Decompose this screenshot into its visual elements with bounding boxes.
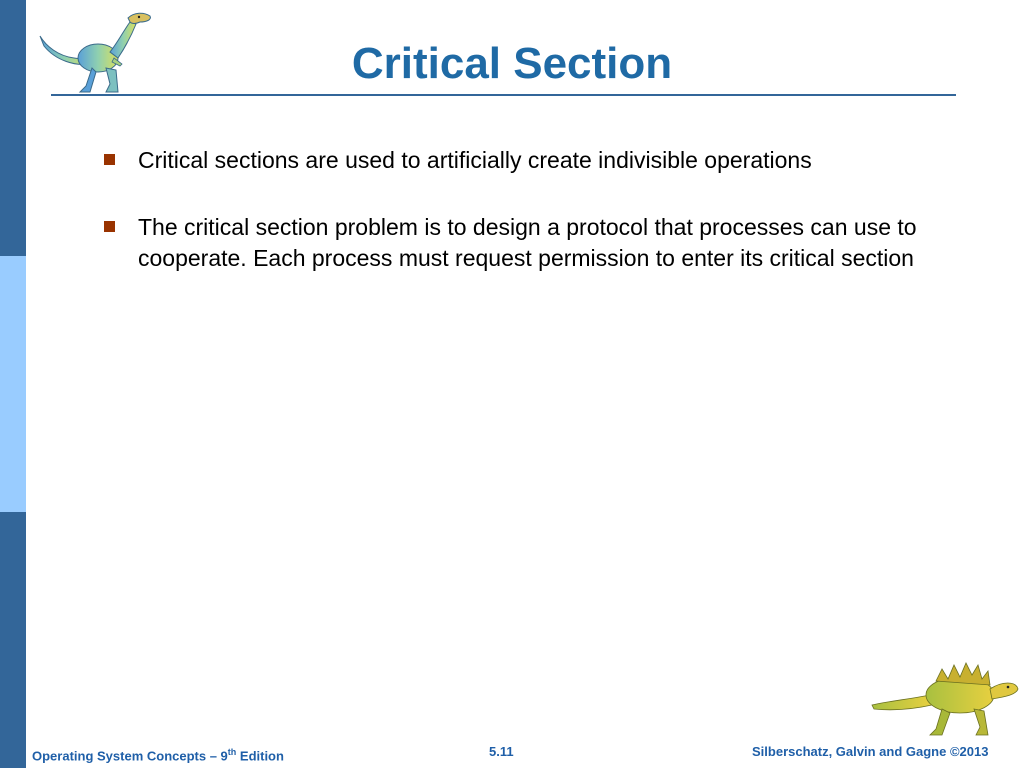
footer-page-number: 5.11	[489, 744, 514, 759]
dinosaur-logo-icon	[870, 655, 1020, 745]
bullet-list	[100, 145, 1000, 310]
side-bar-dark-bottom	[0, 512, 26, 768]
list-item	[100, 145, 1000, 176]
footer-book-title: Operating System Concepts – 9th Edition	[32, 747, 284, 764]
side-bar-light	[0, 256, 26, 512]
list-item	[100, 212, 1000, 274]
square-bullet-icon	[104, 154, 115, 165]
bullet-text: The critical section problem is to design a protocol that processes can use to cooperate. Each process must request permission to enter its critical section	[138, 214, 917, 271]
title-divider	[51, 94, 956, 96]
footer-copyright: Silberschatz, Galvin and Gagne ©2013	[752, 744, 989, 759]
page-title: Critical Section	[351, 39, 673, 88]
bullet-text: Critical sections are used to artificially create indivisible operations	[138, 147, 812, 173]
square-bullet-icon	[104, 221, 115, 232]
